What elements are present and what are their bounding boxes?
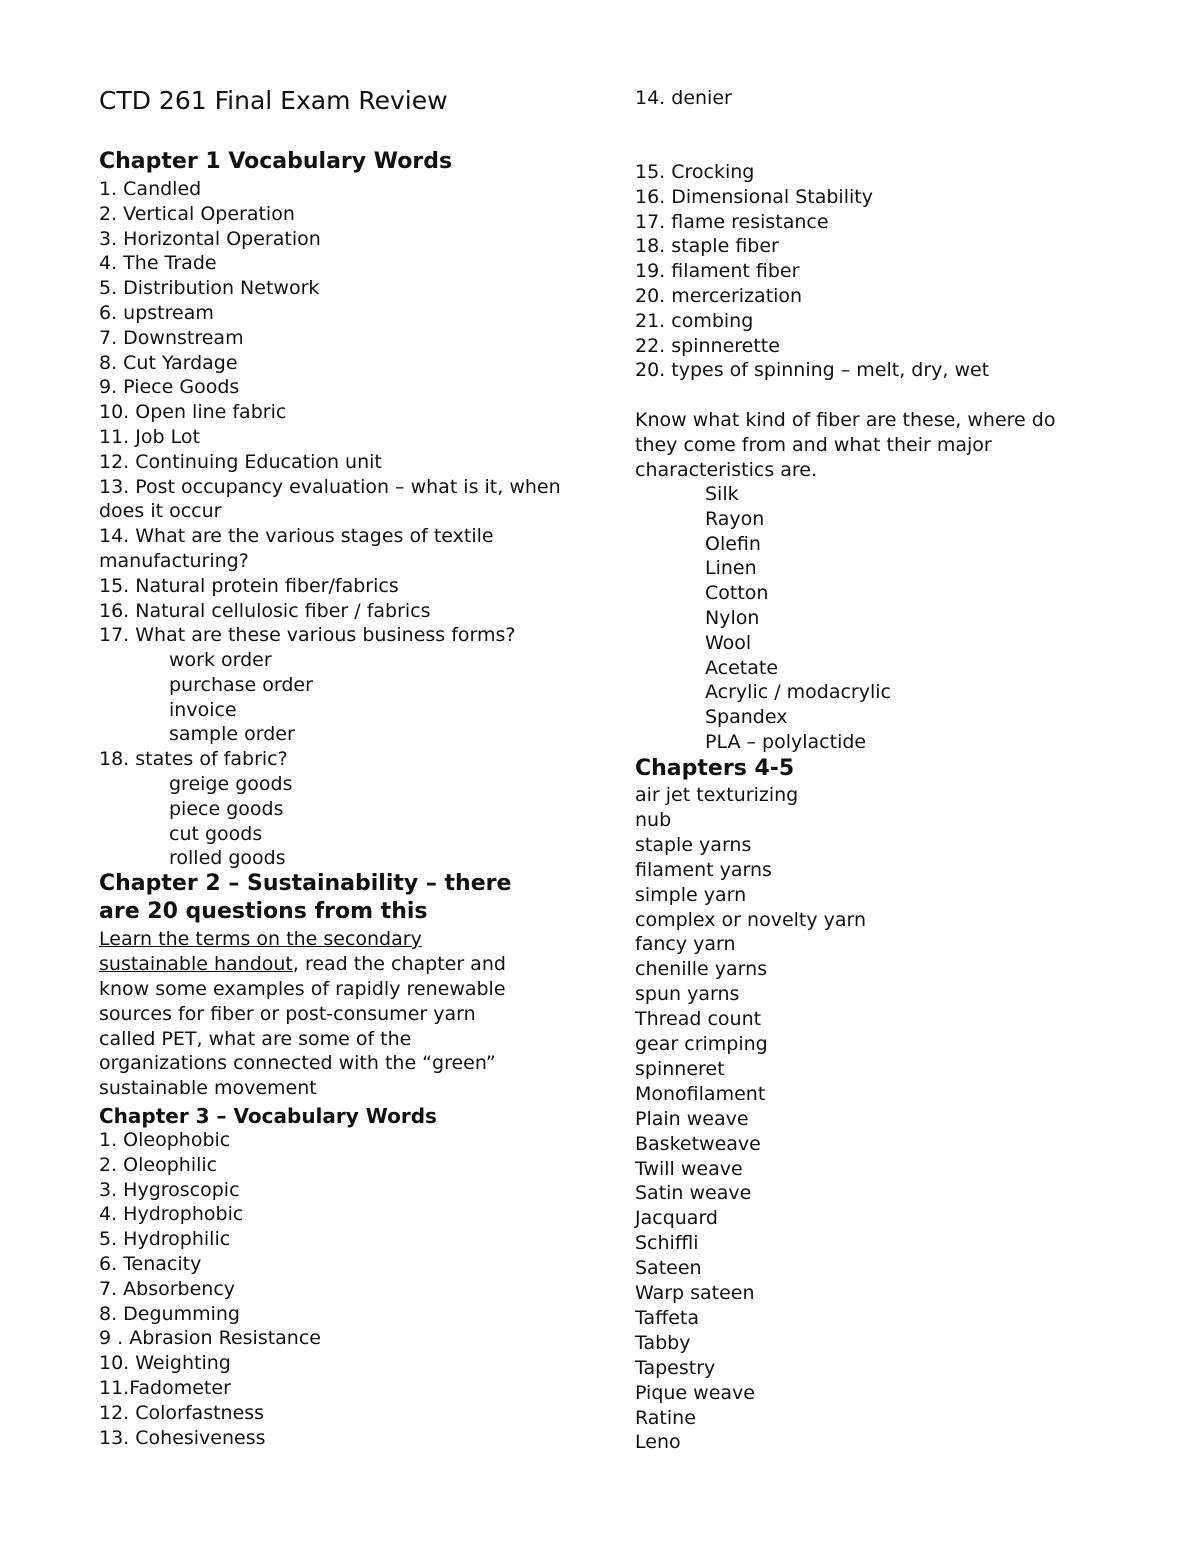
sustainable-handout-link: sustainable handout xyxy=(99,953,293,975)
list-item: 20. types of spinning – melt, dry, wet xyxy=(635,359,990,382)
list-item: gear crimping xyxy=(635,1033,768,1055)
page-title: CTD 261 Final Exam Review xyxy=(99,86,448,115)
list-item: Know what kind of fiber are these, where do xyxy=(635,409,1056,431)
list-item: 12. Colorfastness xyxy=(99,1401,265,1424)
list-item: 12. Continuing Education unit xyxy=(99,450,382,473)
list-item: sources for fiber or post-consumer yarn xyxy=(99,1002,476,1025)
list-item: 9. Piece Goods xyxy=(99,376,240,399)
list-item: Pique weave xyxy=(635,1381,755,1404)
list-item: 4. The Trade xyxy=(99,252,217,275)
list-item: filament yarns xyxy=(635,858,772,881)
list-item: 18. states of fabric? xyxy=(99,748,288,770)
list-item: fancy yarn xyxy=(635,933,736,956)
list-item: invoice xyxy=(169,698,237,721)
list-item: complex or novelty yarn xyxy=(635,908,867,931)
list-item: 1. Candled xyxy=(99,178,202,200)
chapter2-text-rest: , read the chapter and xyxy=(292,953,506,975)
list-item: 11.Fadometer xyxy=(99,1377,231,1399)
list-item: Wool xyxy=(705,631,752,654)
list-item: nub xyxy=(635,808,672,831)
list-item: PLA – polylactide xyxy=(705,731,867,753)
list-item: chenille yarns xyxy=(635,958,768,981)
chapter1-heading: Chapter 1 Vocabulary Words xyxy=(99,149,453,174)
list-item: characteristics are. xyxy=(635,458,818,481)
list-item: Schiffli xyxy=(635,1232,699,1255)
list-item: 15. Crocking xyxy=(635,161,755,183)
list-item: 13. Post occupancy evaluation – what is it, when xyxy=(99,475,561,498)
list-item: 4. Hydrophobic xyxy=(99,1203,244,1226)
chapter2-text-line xyxy=(99,952,506,976)
list-item: 16. Dimensional Stability xyxy=(635,185,873,208)
list-item: Linen xyxy=(705,557,757,580)
list-item: 2. Oleophilic xyxy=(99,1153,218,1176)
list-item: Spandex xyxy=(705,706,788,729)
list-item: know some examples of rapidly renewable xyxy=(99,978,506,1000)
list-item: 3. Horizontal Operation xyxy=(99,227,321,250)
list-item: Jacquard xyxy=(635,1207,718,1230)
list-item: Twill weave xyxy=(635,1157,743,1180)
list-item: 19. filament fiber xyxy=(635,260,800,283)
list-item: spinneret xyxy=(635,1057,725,1080)
list-item: Acetate xyxy=(705,656,779,679)
list-item: 7. Absorbency xyxy=(99,1277,236,1300)
list-item: 8. Cut Yardage xyxy=(99,351,238,374)
list-item: 2. Vertical Operation xyxy=(99,202,295,225)
list-item: simple yarn xyxy=(635,883,747,906)
list-item: they come from and what their major xyxy=(635,433,992,456)
list-item: work order xyxy=(169,649,272,671)
list-item: does it occur xyxy=(99,500,222,523)
list-item: air jet texturizing xyxy=(635,784,799,806)
list-item: Warp sateen xyxy=(635,1282,755,1304)
list-item: sustainable movement xyxy=(99,1077,317,1100)
chapters4-5-heading: Chapters 4-5 xyxy=(635,756,795,781)
list-item: 17. What are these various business forms? xyxy=(99,624,516,647)
list-item: Ratine xyxy=(635,1406,696,1429)
list-item: 9 . Abrasion Resistance xyxy=(99,1327,321,1350)
list-item: Olefin xyxy=(705,532,761,555)
list-item: 1. Oleophobic xyxy=(99,1129,231,1151)
list-item: cut goods xyxy=(169,822,263,845)
list-item: 8. Degumming xyxy=(99,1302,240,1325)
list-item: Silk xyxy=(705,483,739,505)
list-item: greige goods xyxy=(169,773,293,795)
list-item: 6. Tenacity xyxy=(99,1253,202,1275)
list-item: 20. mercerization xyxy=(635,285,803,307)
list-item: 6. upstream xyxy=(99,302,214,324)
list-item: manufacturing? xyxy=(99,550,249,572)
list-item: 3. Hygroscopic xyxy=(99,1178,240,1201)
secondary-handout-link: Learn the terms on the secondary xyxy=(99,928,422,950)
list-item: Plain weave xyxy=(635,1107,749,1130)
list-item: organizations connected with the “green” xyxy=(99,1052,496,1075)
list-item: spun yarns xyxy=(635,983,740,1006)
list-item: 5. Hydrophilic xyxy=(99,1228,231,1251)
list-item: staple yarns xyxy=(635,833,752,856)
list-item: 14. What are the various stages of textile xyxy=(99,525,494,548)
list-item: piece goods xyxy=(169,797,284,820)
list-item: Rayon xyxy=(705,507,765,530)
list-item: called PET, what are some of the xyxy=(99,1027,412,1050)
list-item: 10. Open line fabric xyxy=(99,401,287,424)
list-item: Basketweave xyxy=(635,1132,761,1155)
list-item: Monofilament xyxy=(635,1082,766,1105)
list-item: Tapestry xyxy=(635,1356,716,1379)
list-item: purchase order xyxy=(169,673,313,696)
list-item: Sateen xyxy=(635,1257,702,1280)
list-item: Cotton xyxy=(705,582,769,605)
list-item: 15. Natural protein fiber/fabrics xyxy=(99,574,399,597)
chapter3-heading: Chapter 3 – Vocabulary Words xyxy=(99,1104,437,1128)
list-item: Satin weave xyxy=(635,1182,752,1205)
list-item: 13. Cohesiveness xyxy=(99,1426,266,1449)
list-item: Nylon xyxy=(705,607,760,629)
list-item: Leno xyxy=(635,1431,681,1454)
list-item: Acrylic / modacrylic xyxy=(705,681,891,704)
list-item: 10. Weighting xyxy=(99,1352,231,1375)
list-item: 17. flame resistance xyxy=(635,210,829,233)
chapter2-heading-line2: are 20 questions from this xyxy=(99,899,428,924)
list-item: 5. Distribution Network xyxy=(99,277,320,300)
list-item: 18. staple fiber xyxy=(635,235,779,258)
list-item: Taffeta xyxy=(635,1306,699,1329)
list-item: Thread count xyxy=(635,1008,762,1031)
list-item: 21. combing xyxy=(635,309,754,332)
list-item: Tabby xyxy=(635,1331,691,1354)
list-item: 16. Natural cellulosic fiber / fabrics xyxy=(99,599,431,622)
chapter2-heading-line1: Chapter 2 – Sustainability – there xyxy=(99,871,512,896)
list-item: 14. denier xyxy=(635,87,732,109)
list-item: 11. Job Lot xyxy=(99,426,200,448)
list-item: sample order xyxy=(169,723,295,746)
list-item: rolled goods xyxy=(169,847,286,870)
list-item: 7. Downstream xyxy=(99,326,244,349)
list-item: 22. spinnerette xyxy=(635,334,780,357)
